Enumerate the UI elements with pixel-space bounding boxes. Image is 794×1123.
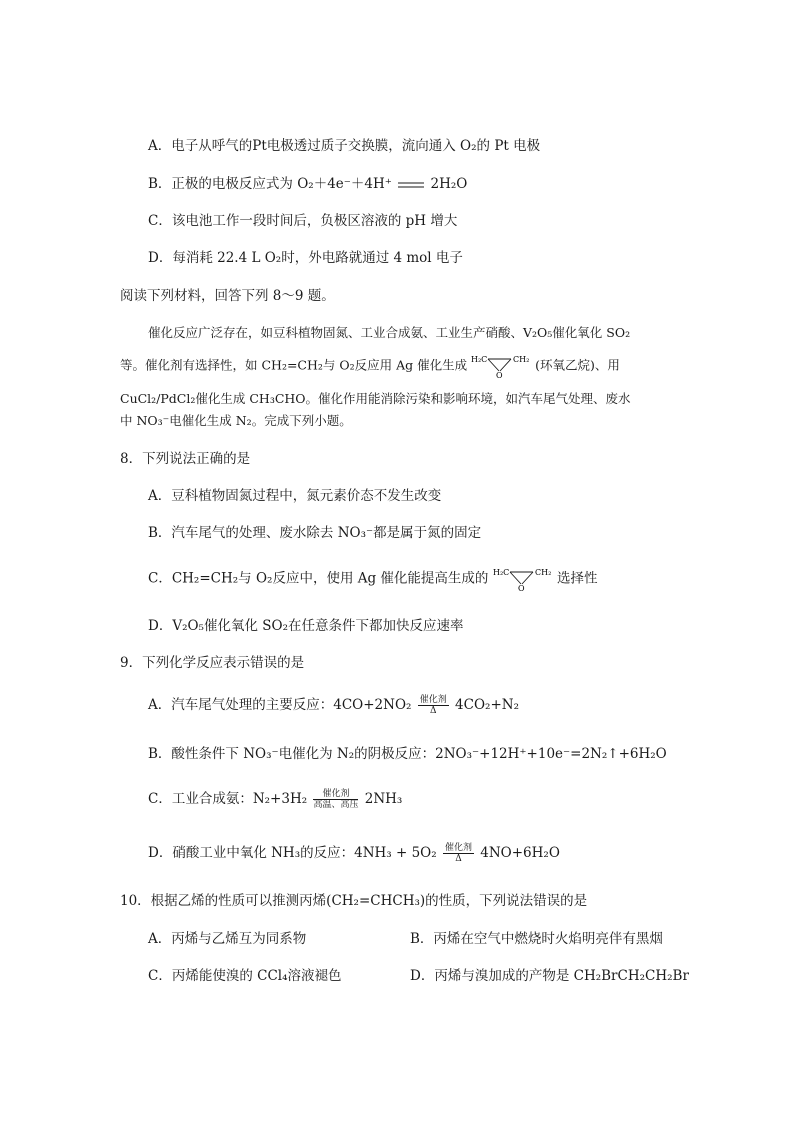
material-line-4: 中 NO₃⁻电催化生成 N₂。完成下列小题。 — [120, 413, 352, 428]
q9-option-a-text: A．汽车尾气处理的主要反应：4CO+2NO₂ — [148, 697, 412, 713]
material-line-2 — [120, 353, 620, 379]
q9-option-c-text: C．工业合成氨：N₂+3H₂ — [148, 791, 308, 807]
q8-option-c-text: C．CH₂=CH₂与 O₂反应中，使用 Ag 催化能提高生成的 — [148, 570, 489, 587]
q9-option-a — [148, 695, 519, 716]
q9-option-c — [148, 789, 402, 810]
epoxide-right-label: CH₂ — [534, 568, 552, 577]
q10-stem: 10．根据乙烯的性质可以推测丙烯(CH₂=CHCH₃)的性质，下列说法错误的是 — [120, 893, 588, 909]
q10-option-a: A．丙烯与乙烯互为同系物 — [148, 931, 307, 947]
catalyst-label: 催化剂 — [313, 789, 358, 800]
q7-option-b — [148, 175, 467, 193]
epoxide-left-label: H₂C — [492, 568, 510, 577]
q9-option-a-product: 4CO₂+N₂ — [455, 697, 519, 713]
heat-label: Δ — [429, 706, 437, 716]
epoxide-right-label: CH₂ — [513, 355, 530, 364]
material-line-2-tail: (环氧乙烷)、用 — [535, 357, 620, 373]
catalyst-arrow — [313, 789, 358, 810]
q9-option-c-product: 2NH₃ — [364, 791, 403, 807]
q9-option-d-text: D．硝酸工业中氧化 NH₃的反应：4NH₃ + 5O₂ — [148, 845, 437, 861]
catalyst-label: 催化剂 — [444, 843, 472, 853]
reading-intro: 阅读下列材料，回答下列 8～9 题。 — [120, 288, 335, 304]
material-line-2-text: 等。催化剂有选择性，如 CH₂=CH₂与 O₂反应用 Ag 催化生成 — [120, 357, 468, 373]
epoxide-oxygen-label: O — [496, 371, 503, 379]
q8-option-c-tail: 选择性 — [557, 570, 598, 587]
condition-label: 高温、高压 — [313, 800, 359, 810]
q7-option-a: A．电子从呼气的Pt电极透过质子交换膜，流向通入 O₂的 Pt 电极 — [148, 138, 541, 154]
q8-option-c — [148, 566, 598, 592]
q7-option-d: D．每消耗 22.4 L O₂时，外电路就通过 4 mol 电子 — [148, 250, 463, 266]
q9-stem: 9．下列化学反应表示错误的是 — [120, 655, 305, 671]
q8-option-a: A．豆科植物固氮过程中，氮元素价态不发生改变 — [148, 488, 442, 504]
epoxide-oxygen-label: O — [517, 584, 525, 592]
q8-stem: 8．下列说法正确的是 — [120, 451, 251, 467]
q7-option-c: C．该电池工作一段时间后，负极区溶液的 pH 增大 — [148, 213, 458, 229]
q9-option-d-product: 4NO+6H₂O — [480, 845, 560, 861]
q9-option-d — [148, 843, 560, 864]
epoxide-left-label: H₂C — [471, 355, 488, 364]
q8-option-d: D．V₂O₅催化氧化 SO₂在任意条件下都加快反应速率 — [148, 618, 464, 634]
q8-option-b: B．汽车尾气的处理、废水除去 NO₃⁻都是属于氮的固定 — [148, 525, 482, 541]
q10-option-b: B．丙烯在空气中燃烧时火焰明亮伴有黑烟 — [410, 931, 663, 947]
q10-option-c: C．丙烯能使溴的 CCl₄溶液褪色 — [148, 968, 342, 984]
q7-option-b-text: B．正极的电极反应式为 O₂＋4e⁻＋4H⁺ — [148, 176, 392, 192]
epoxide-structure-icon — [493, 566, 553, 592]
q9-option-b: B．酸性条件下 NO₃⁻电催化为 N₂的阴极反应：2NO₃⁻+12H⁺+10e⁻=2N₂↑+6H₂O — [148, 746, 667, 762]
catalyst-arrow — [418, 695, 449, 716]
heat-label: Δ — [455, 854, 462, 864]
q10-option-d: D．丙烯与溴加成的产物是 CH₂BrCH₂CH₂Br — [410, 968, 689, 984]
material-line-1: 催化反应广泛存在，如豆科植物固氮、工业合成氨、工业生产硝酸、V₂O₅催化氧化 SO₂ — [148, 325, 631, 340]
catalyst-label: 催化剂 — [419, 695, 447, 705]
material-line-3: CuCl₂/PdCl₂催化生成 CH₃CHO。催化作用能消除污染和影响环境，如汽车尾气处理、废水 — [120, 391, 631, 406]
q7-option-b-product: 2H₂O — [430, 176, 468, 192]
epoxide-structure-icon — [471, 353, 531, 379]
equals-sign-icon — [398, 182, 424, 188]
catalyst-arrow — [443, 843, 474, 864]
